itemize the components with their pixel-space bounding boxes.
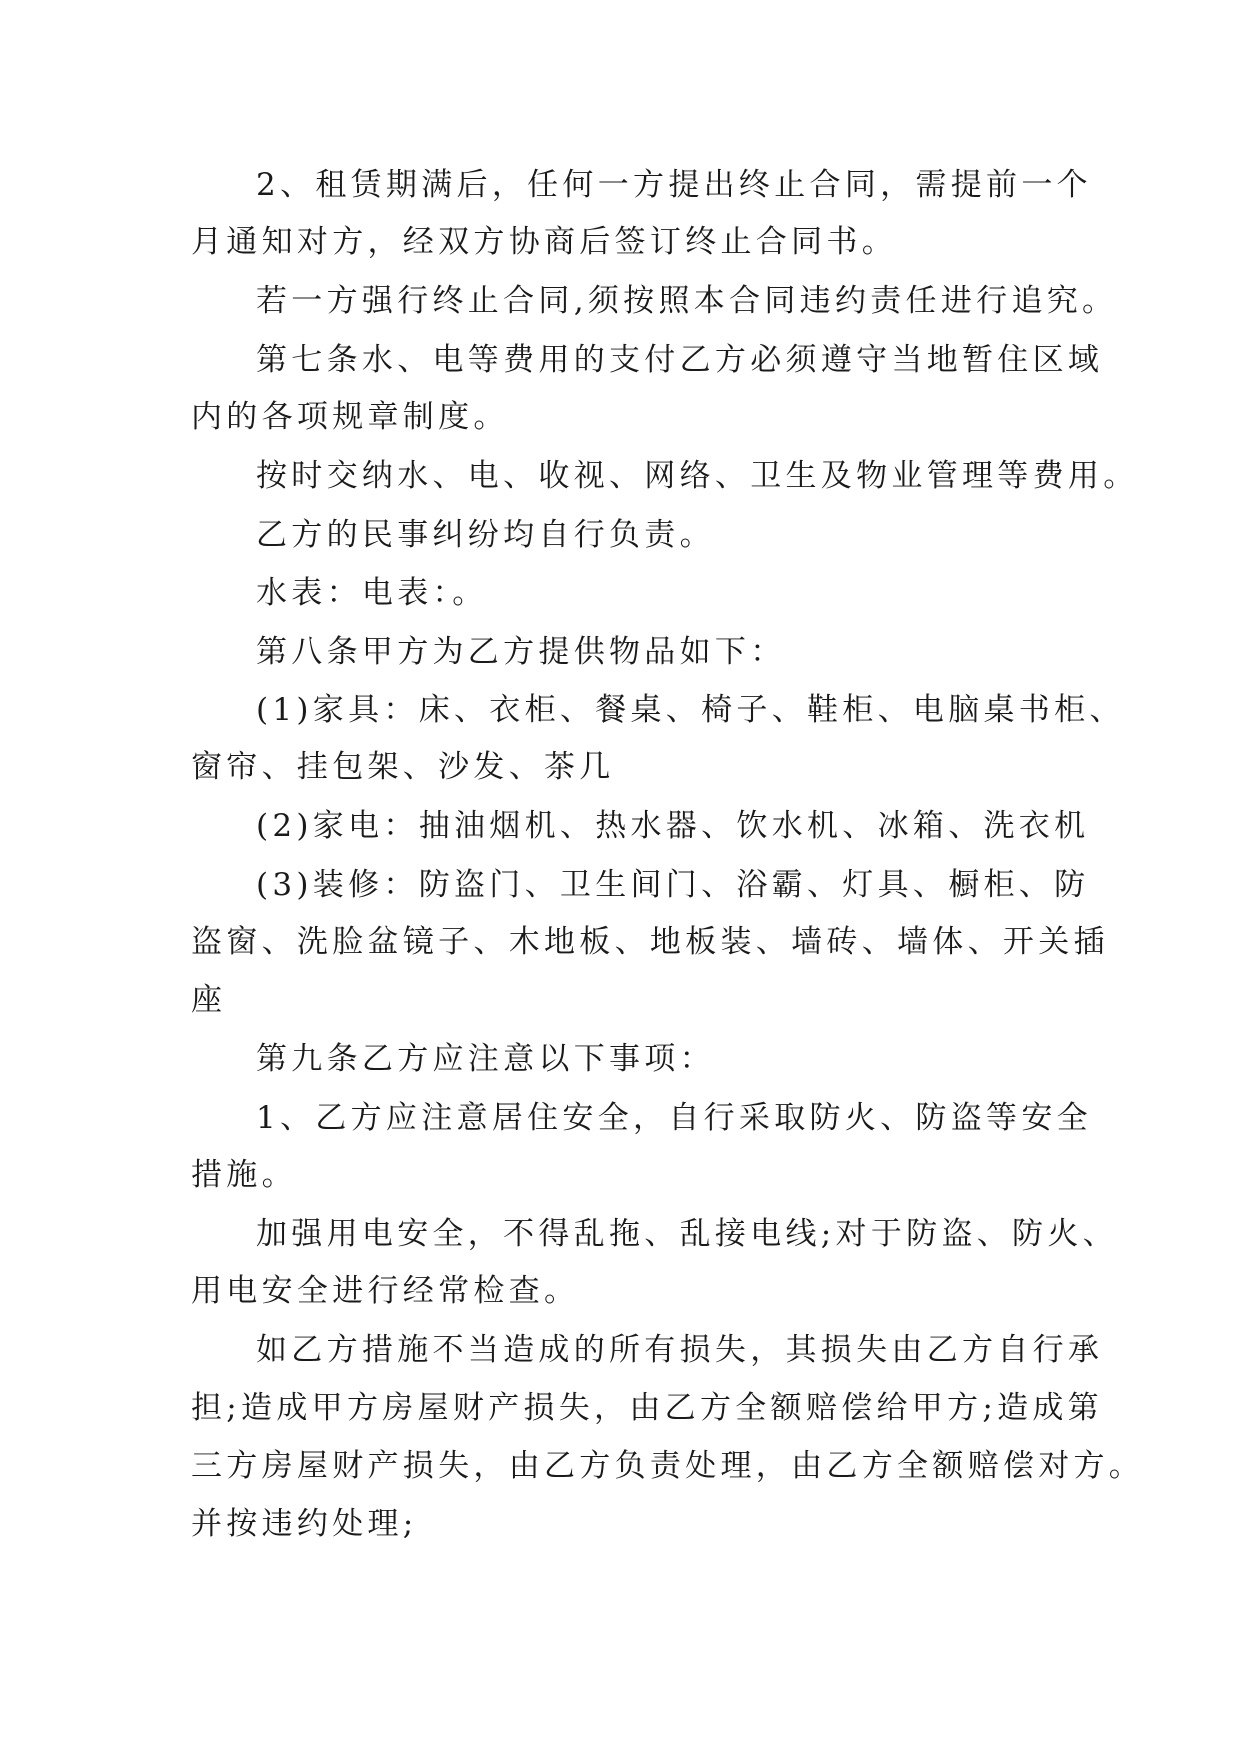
text-line: 若一方强行终止合同,须按照本合同违约责任进行追究。 [256, 283, 1118, 319]
text-line: 第七条水、电等费用的支付乙方必须遵守当地暂住区域 [256, 342, 1104, 378]
text-line: 2、租赁期满后，任何一方提出终止合同，需提前一个 [256, 167, 1092, 203]
text-line: 第八条甲方为乙方提供物品如下： [256, 634, 786, 670]
text-line: 水表：电表：。 [256, 575, 488, 611]
text-line: (1)家具：床、衣柜、餐桌、椅子、鞋柜、电脑桌书柜、 [256, 692, 1125, 728]
text-line: 用电安全进行经常检查。 [191, 1273, 580, 1309]
text-line: 第九条乙方应注意以下事项： [256, 1041, 715, 1077]
text-line: 1、乙方应注意居住安全，自行采取防火、防盗等安全 [256, 1100, 1092, 1136]
text-line: 担;造成甲方房屋财产损失，由乙方全额赔偿给甲方;造成第 [191, 1390, 1103, 1426]
text-line: (3)装修：防盗门、卫生间门、浴霸、灯具、橱柜、防 [256, 867, 1090, 903]
text-line: 按时交纳水、电、收视、网络、卫生及物业管理等费用。 [256, 458, 1139, 494]
text-line: 乙方的民事纠纷均自行负责。 [256, 517, 715, 553]
text-line: 如乙方措施不当造成的所有损失，其损失由乙方自行承 [256, 1332, 1104, 1368]
text-line: 措施。 [191, 1157, 297, 1193]
text-line: 窗帘、挂包架、沙发、茶几 [191, 749, 615, 785]
text-line: 月通知对方，经双方协商后签订终止合同书。 [191, 224, 897, 260]
text-line: 座 [191, 982, 227, 1018]
text-line: 并按违约处理; [191, 1506, 418, 1542]
text-line: 盗窗、洗脸盆镜子、木地板、地板装、墙砖、墙体、开关插 [191, 924, 1109, 960]
text-line: (2)家电：抽油烟机、热水器、饮水机、冰箱、洗衣机 [256, 808, 1090, 844]
text-line: 内的各项规章制度。 [191, 399, 509, 435]
text-line: 三方房屋财产损失，由乙方负责处理，由乙方全额赔偿对方。 [191, 1448, 1145, 1484]
text-line: 加强用电安全，不得乱拖、乱接电线;对于防盗、防火、 [256, 1216, 1118, 1252]
